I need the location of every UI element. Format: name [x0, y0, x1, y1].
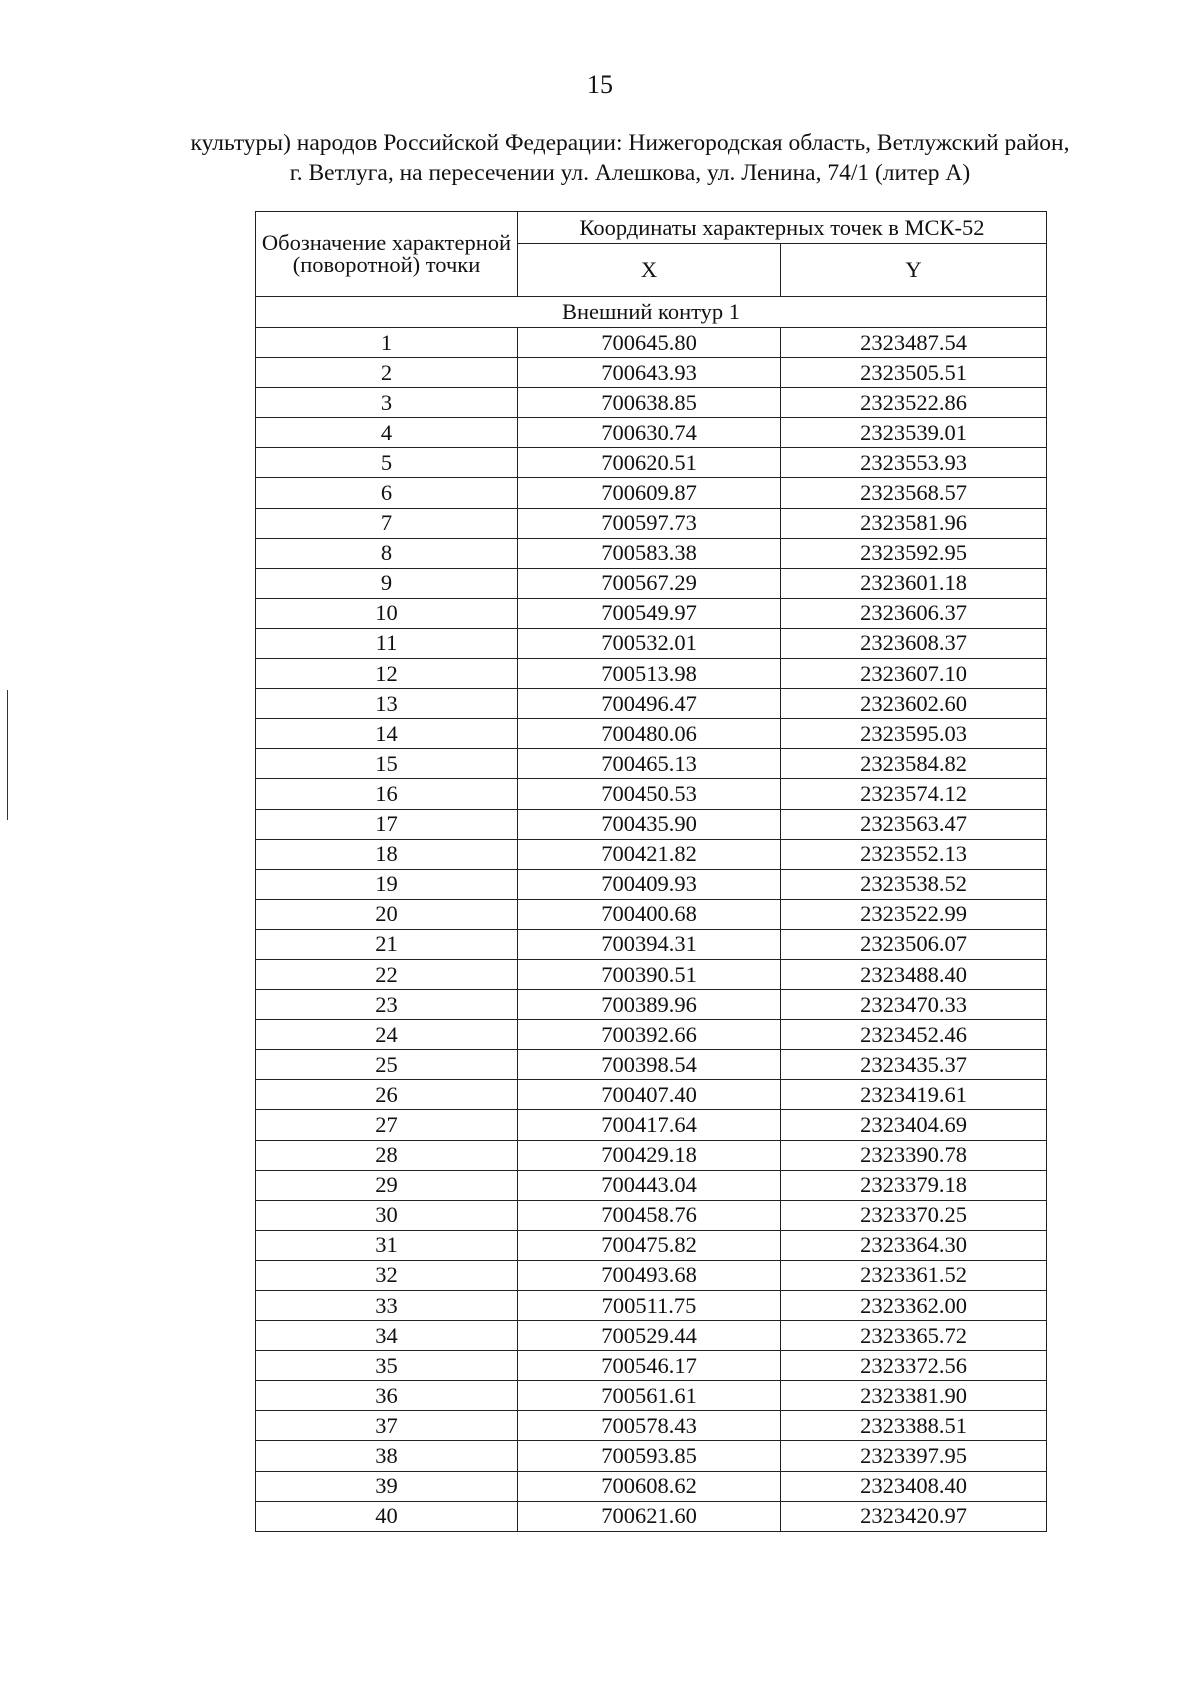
header-x: X: [518, 244, 781, 297]
table-row: [256, 508, 1047, 538]
y-coordinate-cell: 2323487.54: [781, 328, 1047, 358]
table-row: [256, 1501, 1047, 1531]
point-number-cell: 7: [256, 508, 518, 538]
x-coordinate-cell: 700578.43: [518, 1411, 781, 1441]
x-coordinate-cell: 700549.97: [518, 598, 781, 628]
y-coordinate-cell: 2323522.86: [781, 388, 1047, 418]
y-coordinate-cell: 2323568.57: [781, 478, 1047, 508]
table-row: [256, 779, 1047, 809]
x-coordinate-cell: 700511.75: [518, 1291, 781, 1321]
point-number-cell: 17: [256, 809, 518, 839]
x-coordinate-cell: 700390.51: [518, 959, 781, 989]
y-coordinate-cell: 2323435.37: [781, 1050, 1047, 1080]
point-number-cell: 21: [256, 929, 518, 959]
header-coordinates: Координаты характерных точек в МСК-52: [518, 212, 1047, 244]
x-coordinate-cell: 700608.62: [518, 1471, 781, 1501]
table-row: [256, 1321, 1047, 1351]
x-coordinate-cell: 700529.44: [518, 1321, 781, 1351]
table-row: [256, 1050, 1047, 1080]
table-row: [256, 418, 1047, 448]
margin-scan-mark: [7, 690, 8, 820]
table-row: [256, 538, 1047, 568]
x-coordinate-cell: 700421.82: [518, 839, 781, 869]
x-coordinate-cell: 700417.64: [518, 1110, 781, 1140]
y-coordinate-cell: 2323584.82: [781, 749, 1047, 779]
heading-line-1: культуры) народов Российской Федерации: Нижегородская область, Ветлужский район,: [190, 130, 1070, 156]
y-coordinate-cell: 2323419.61: [781, 1080, 1047, 1110]
point-number-cell: 16: [256, 779, 518, 809]
table-row: [256, 1411, 1047, 1441]
point-number-cell: 28: [256, 1140, 518, 1170]
table-row: [256, 1080, 1047, 1110]
point-number-cell: 39: [256, 1471, 518, 1501]
x-coordinate-cell: 700532.01: [518, 628, 781, 658]
table-row: [256, 990, 1047, 1020]
y-coordinate-cell: 2323372.56: [781, 1351, 1047, 1381]
table-row: [256, 1441, 1047, 1471]
y-coordinate-cell: 2323606.37: [781, 598, 1047, 628]
table-row: [256, 869, 1047, 899]
point-number-cell: 32: [256, 1260, 518, 1290]
point-number-cell: 24: [256, 1020, 518, 1050]
point-number-cell: 23: [256, 990, 518, 1020]
y-coordinate-cell: 2323522.99: [781, 899, 1047, 929]
table-row: [256, 1351, 1047, 1381]
y-coordinate-cell: 2323538.52: [781, 869, 1047, 899]
y-coordinate-cell: 2323595.03: [781, 719, 1047, 749]
y-coordinate-cell: 2323390.78: [781, 1140, 1047, 1170]
point-number-cell: 9: [256, 568, 518, 598]
document-heading: [150, 128, 1110, 188]
table-row: [256, 1260, 1047, 1290]
section-outer-contour: Внешний контур 1: [256, 297, 1047, 328]
table-row: [256, 358, 1047, 388]
y-coordinate-cell: 2323552.13: [781, 839, 1047, 869]
table-row: [256, 1020, 1047, 1050]
x-coordinate-cell: 700593.85: [518, 1441, 781, 1471]
table-row: [256, 839, 1047, 869]
point-number-cell: 4: [256, 418, 518, 448]
point-number-cell: 3: [256, 388, 518, 418]
table-row: [256, 689, 1047, 719]
point-number-cell: 10: [256, 598, 518, 628]
x-coordinate-cell: 700609.87: [518, 478, 781, 508]
table-row: [256, 328, 1047, 358]
point-number-cell: 2: [256, 358, 518, 388]
table-row: [256, 1140, 1047, 1170]
y-coordinate-cell: 2323506.07: [781, 929, 1047, 959]
point-number-cell: 5: [256, 448, 518, 478]
table-row: [256, 1291, 1047, 1321]
x-coordinate-cell: 700429.18: [518, 1140, 781, 1170]
y-coordinate-cell: 2323608.37: [781, 628, 1047, 658]
y-coordinate-cell: 2323408.40: [781, 1471, 1047, 1501]
y-coordinate-cell: 2323505.51: [781, 358, 1047, 388]
point-number-cell: 31: [256, 1230, 518, 1260]
x-coordinate-cell: 700443.04: [518, 1170, 781, 1200]
x-coordinate-cell: 700475.82: [518, 1230, 781, 1260]
x-coordinate-cell: 700407.40: [518, 1080, 781, 1110]
table-row: [256, 719, 1047, 749]
x-coordinate-cell: 700567.29: [518, 568, 781, 598]
table-row: [256, 628, 1047, 658]
table-row: [256, 749, 1047, 779]
x-coordinate-cell: 700546.17: [518, 1351, 781, 1381]
y-coordinate-cell: 2323592.95: [781, 538, 1047, 568]
point-number-cell: 11: [256, 628, 518, 658]
point-number-cell: 18: [256, 839, 518, 869]
y-coordinate-cell: 2323365.72: [781, 1321, 1047, 1351]
point-number-cell: 20: [256, 899, 518, 929]
x-coordinate-cell: 700435.90: [518, 809, 781, 839]
x-coordinate-cell: 700480.06: [518, 719, 781, 749]
point-number-cell: 1: [256, 328, 518, 358]
y-coordinate-cell: 2323601.18: [781, 568, 1047, 598]
point-number-cell: 36: [256, 1381, 518, 1411]
x-coordinate-cell: 700513.98: [518, 659, 781, 689]
y-coordinate-cell: 2323361.52: [781, 1260, 1047, 1290]
x-coordinate-cell: 700620.51: [518, 448, 781, 478]
table-row: [256, 478, 1047, 508]
point-number-cell: 15: [256, 749, 518, 779]
x-coordinate-cell: 700493.68: [518, 1260, 781, 1290]
x-coordinate-cell: 700400.68: [518, 899, 781, 929]
table-row: [256, 598, 1047, 628]
y-coordinate-cell: 2323362.00: [781, 1291, 1047, 1321]
x-coordinate-cell: 700561.61: [518, 1381, 781, 1411]
point-number-cell: 27: [256, 1110, 518, 1140]
x-coordinate-cell: 700621.60: [518, 1501, 781, 1531]
point-number-cell: 13: [256, 689, 518, 719]
table-row: [256, 809, 1047, 839]
table-row: [256, 448, 1047, 478]
point-number-cell: 30: [256, 1200, 518, 1230]
table-row: [256, 1381, 1047, 1411]
table-row: [256, 929, 1047, 959]
table-row: [256, 568, 1047, 598]
table-row: [256, 1471, 1047, 1501]
header-y: Y: [781, 244, 1047, 297]
y-coordinate-cell: 2323388.51: [781, 1411, 1047, 1441]
point-number-cell: 6: [256, 478, 518, 508]
y-coordinate-cell: 2323553.93: [781, 448, 1047, 478]
x-coordinate-cell: 700630.74: [518, 418, 781, 448]
y-coordinate-cell: 2323539.01: [781, 418, 1047, 448]
point-number-cell: 33: [256, 1291, 518, 1321]
point-number-cell: 19: [256, 869, 518, 899]
table-row: [256, 959, 1047, 989]
y-coordinate-cell: 2323581.96: [781, 508, 1047, 538]
point-number-cell: 29: [256, 1170, 518, 1200]
y-coordinate-cell: 2323607.10: [781, 659, 1047, 689]
y-coordinate-cell: 2323370.25: [781, 1200, 1047, 1230]
y-coordinate-cell: 2323470.33: [781, 990, 1047, 1020]
header-point-designation: Обозначение характерной (поворотной) точки: [256, 212, 518, 297]
x-coordinate-cell: 700645.80: [518, 328, 781, 358]
x-coordinate-cell: 700583.38: [518, 538, 781, 568]
x-coordinate-cell: 700465.13: [518, 749, 781, 779]
heading-line-2: г. Ветлуга, на пересечении ул. Алешкова, ул. Ленина, 74/1 (литер А): [289, 160, 971, 186]
x-coordinate-cell: 700450.53: [518, 779, 781, 809]
point-number-cell: 12: [256, 659, 518, 689]
y-coordinate-cell: 2323488.40: [781, 959, 1047, 989]
x-coordinate-cell: 700458.76: [518, 1200, 781, 1230]
table-row: [256, 1230, 1047, 1260]
coordinates-table: [255, 211, 1047, 1532]
point-number-cell: 8: [256, 538, 518, 568]
x-coordinate-cell: 700392.66: [518, 1020, 781, 1050]
x-coordinate-cell: 700394.31: [518, 929, 781, 959]
x-coordinate-cell: 700389.96: [518, 990, 781, 1020]
y-coordinate-cell: 2323452.46: [781, 1020, 1047, 1050]
y-coordinate-cell: 2323563.47: [781, 809, 1047, 839]
y-coordinate-cell: 2323420.97: [781, 1501, 1047, 1531]
x-coordinate-cell: 700638.85: [518, 388, 781, 418]
table-row: [256, 659, 1047, 689]
point-number-cell: 35: [256, 1351, 518, 1381]
point-number-cell: 22: [256, 959, 518, 989]
point-number-cell: 38: [256, 1441, 518, 1471]
y-coordinate-cell: 2323381.90: [781, 1381, 1047, 1411]
x-coordinate-cell: 700398.54: [518, 1050, 781, 1080]
x-coordinate-cell: 700496.47: [518, 689, 781, 719]
y-coordinate-cell: 2323404.69: [781, 1110, 1047, 1140]
table-row: [256, 899, 1047, 929]
x-coordinate-cell: 700597.73: [518, 508, 781, 538]
x-coordinate-cell: 700643.93: [518, 358, 781, 388]
point-number-cell: 26: [256, 1080, 518, 1110]
page-number: 15: [587, 70, 613, 99]
table-row: [256, 388, 1047, 418]
x-coordinate-cell: 700409.93: [518, 869, 781, 899]
point-number-cell: 34: [256, 1321, 518, 1351]
y-coordinate-cell: 2323379.18: [781, 1170, 1047, 1200]
table-row: [256, 1110, 1047, 1140]
point-number-cell: 14: [256, 719, 518, 749]
y-coordinate-cell: 2323574.12: [781, 779, 1047, 809]
y-coordinate-cell: 2323602.60: [781, 689, 1047, 719]
y-coordinate-cell: 2323397.95: [781, 1441, 1047, 1471]
table-row: [256, 1170, 1047, 1200]
point-number-cell: 40: [256, 1501, 518, 1531]
y-coordinate-cell: 2323364.30: [781, 1230, 1047, 1260]
point-number-cell: 37: [256, 1411, 518, 1441]
table-row: [256, 1200, 1047, 1230]
point-number-cell: 25: [256, 1050, 518, 1080]
